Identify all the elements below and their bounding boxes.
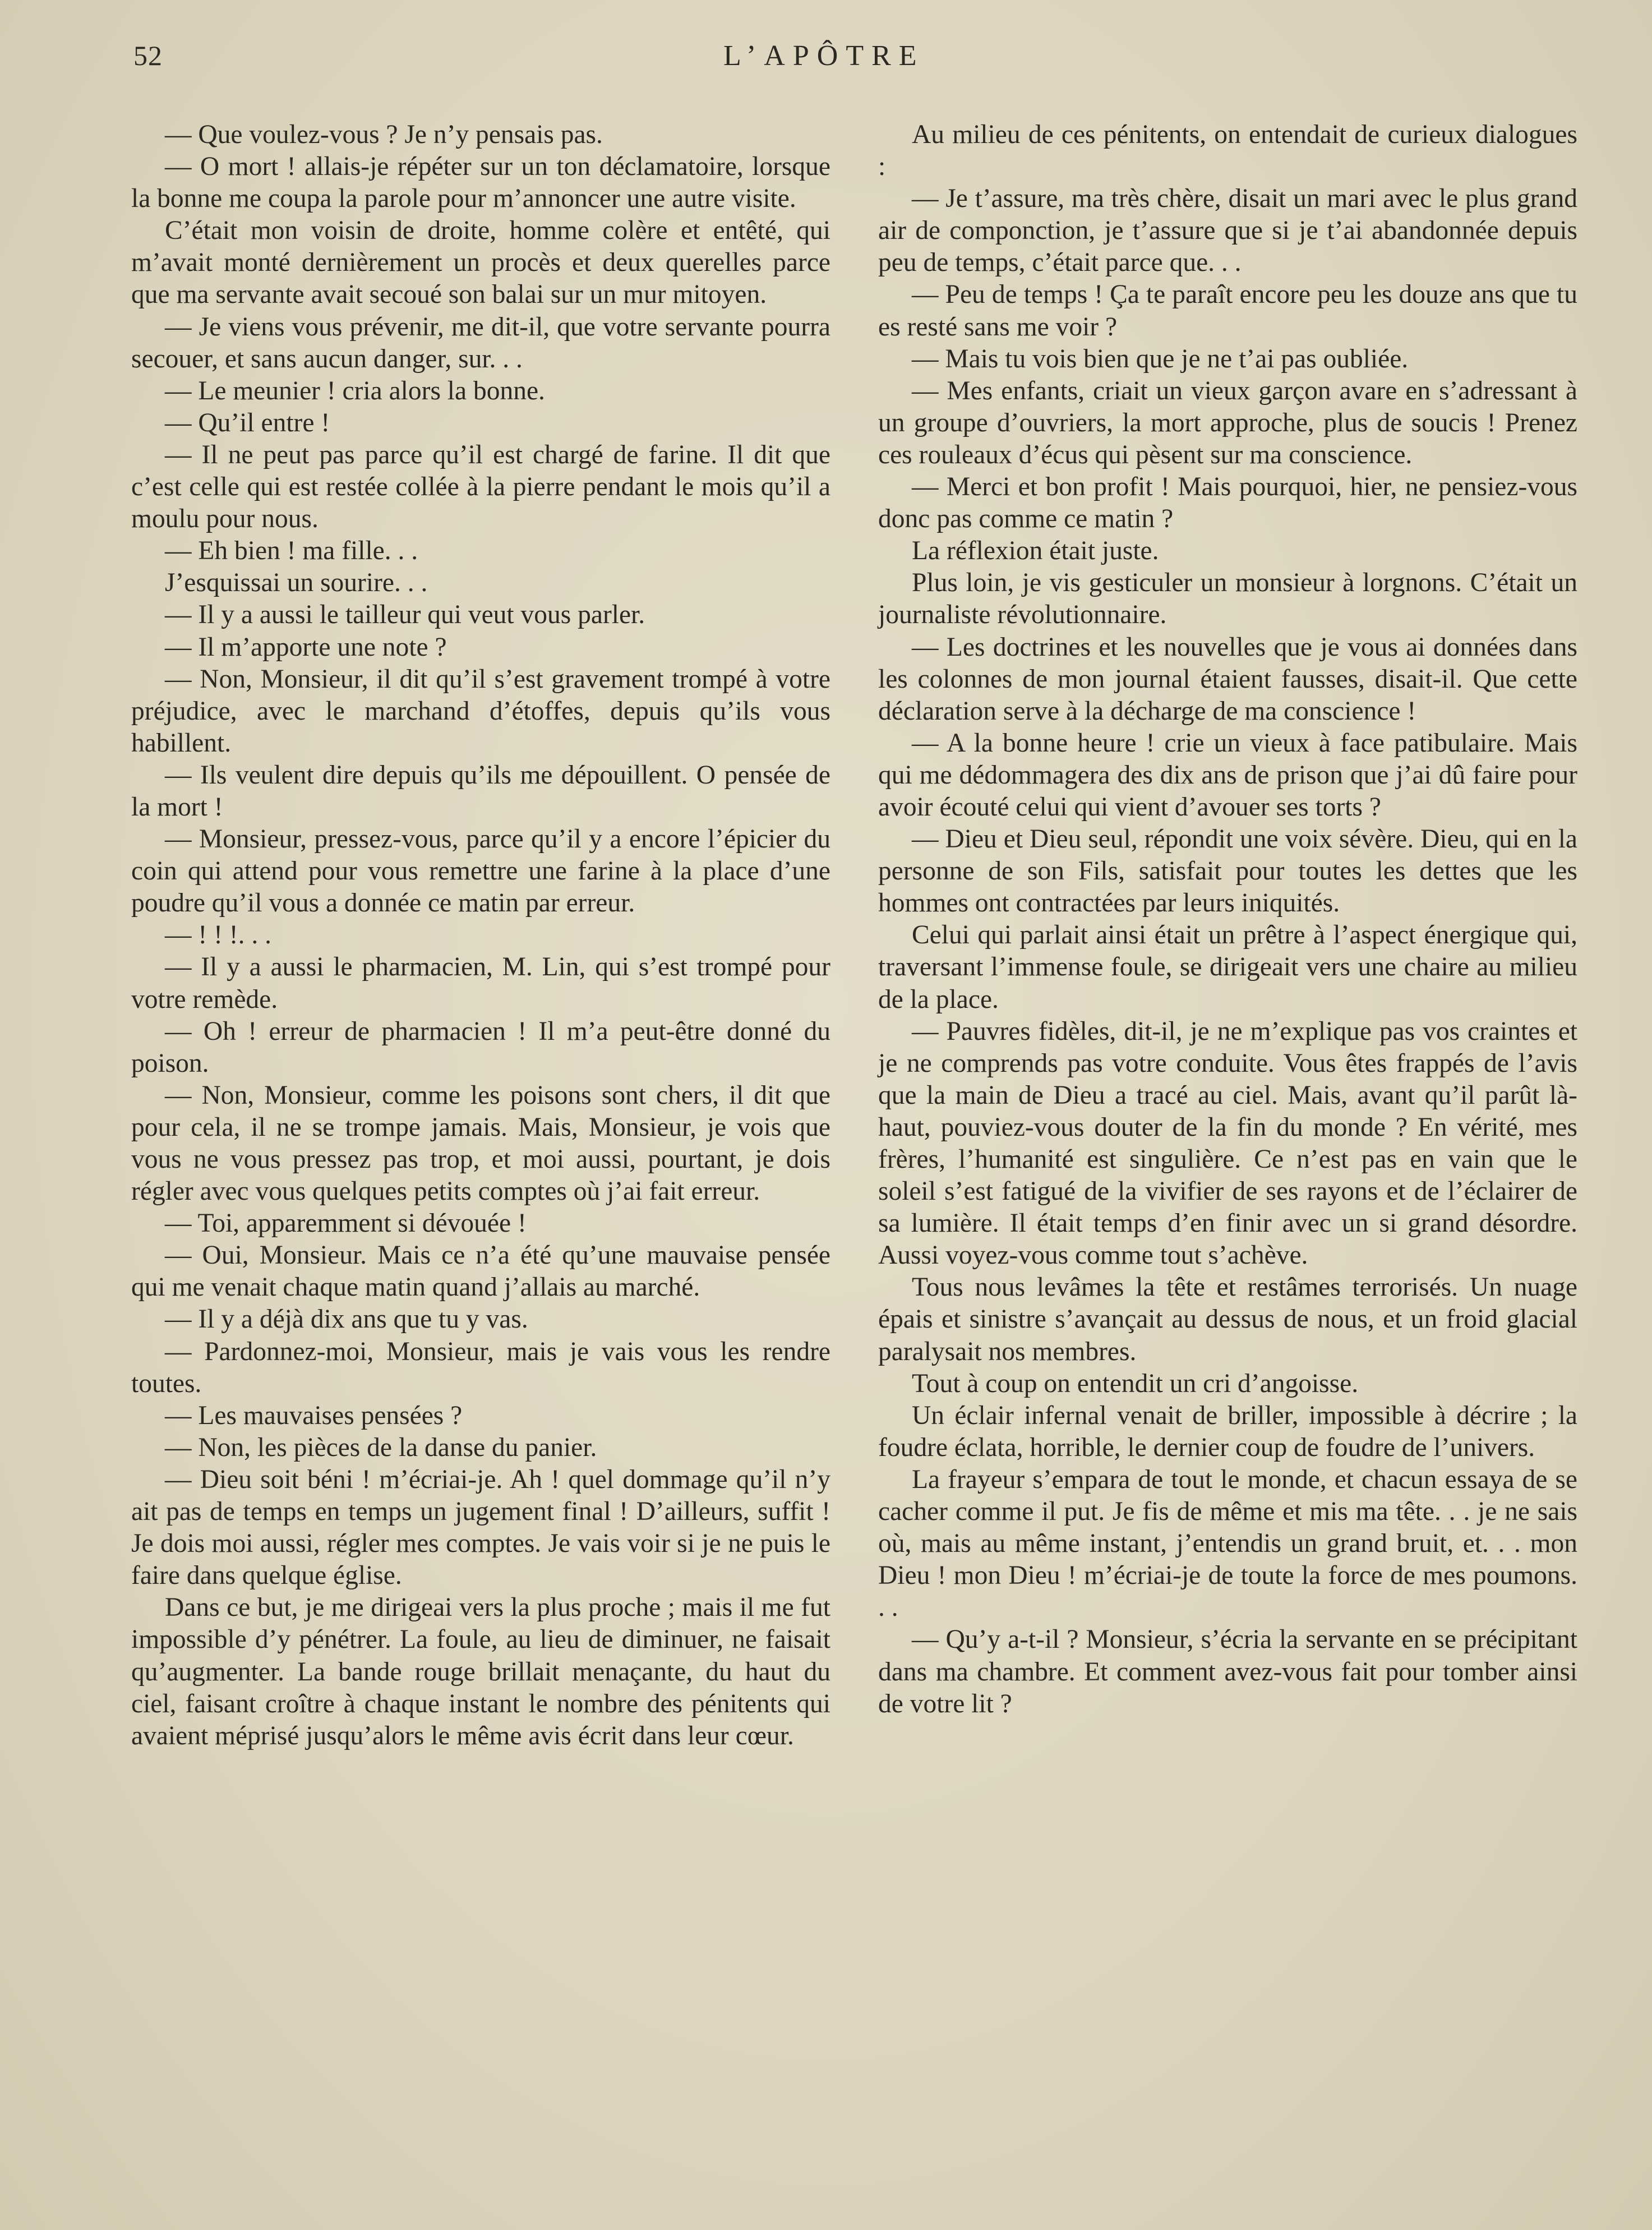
- paragraph: — Qu’y a-t-il ? Monsieur, s’écria la servante en se précipitant dans ma chambre. Et comment avez-vous fait pour tomber ainsi de votre lit ?: [878, 1625, 1577, 1718]
- paragraph: — Pauvres fidèles, dit-il, je ne m’explique pas vos craintes et je ne comprends pas votre conduite. Vous êtes frappés de l’avis que la main de Dieu a tracé au ciel. Mais, avant qu’il parût là-haut, pouviez-vous douter de la fin du monde ? En vérité, mes frères, l’humanité est singulière. Ce n’est pas en vain que le soleil s’est fatigué de la vivifier de ses rayons et de l’éclairer de sa lumière. Il était temps d’en finir avec un si grand désordre. Aussi voyez-vous comme tout s’achève.: [878, 1016, 1577, 1270]
- paragraph: — Il y a aussi le pharmacien, M. Lin, qui s’est trompé pour votre remède.: [131, 952, 830, 1014]
- paragraph: C’était mon voisin de droite, homme colère et entêté, qui m’avait monté dernièrement un procès et deux querelles parce que ma servante avait secoué son balai sur un mur mitoyen.: [131, 216, 830, 310]
- paragraph: — Non, Monsieur, comme les poisons sont chers, il dit que pour cela, il ne se trompe jamais. Mais, Monsieur, je vois que vous ne vous pressez pas trop, et moi aussi, pourtant, je dois régler avec vous quelques petits comptes où j’ai fait erreur.: [131, 1080, 830, 1206]
- paragraph: — Qu’il entre !: [165, 408, 330, 437]
- paragraph: — Oui, Monsieur. Mais ce n’a été qu’une mauvaise pensée qui me venait chaque matin quand j’allais au marché.: [131, 1241, 830, 1302]
- paragraph: Dans ce but, je me dirigeai vers la plus proche ; mais il me fut impossible d’y pénétrer. La foule, au lieu de diminuer, ne faisait qu’augmenter. La bande rouge brillait menaçante, du haut du ciel, faisant croître à chaque instant le nombre des pénitents qui avaient méprisé jusqu’alors le même avis écrit dans leur cœur.: [131, 1593, 830, 1750]
- paragraph: — Non, les pièces de la danse du panier.: [165, 1432, 597, 1462]
- left-text-column: [131, 119, 830, 1752]
- paragraph: Au milieu de ces pénitents, on entendait de curieux dialogues :: [878, 120, 1577, 182]
- paragraph: — Je viens vous prévenir, me dit-il, que votre servante pourra secouer, et sans aucun danger, sur. . .: [131, 312, 830, 374]
- paragraph: — Dieu et Dieu seul, répondit une voix sévère. Dieu, qui en la personne de son Fils, satisfait pour toutes les dettes que les hommes ont contractées par leurs iniquités.: [878, 824, 1577, 918]
- paragraph: — Oh ! erreur de pharmacien ! Il m’a peut-être donné du poison.: [131, 1016, 830, 1078]
- paragraph: La frayeur s’empara de tout le monde, et chacun essaya de se cacher comme il put. Je fis de même et mis ma tête. . . je ne sais où, mais au même instant, j’entendis un grand bruit, et. . . mon Dieu ! mon Dieu ! m’écriai-je de toute la force de mes poumons. . .: [878, 1464, 1577, 1623]
- paragraph: — Ils veulent dire depuis qu’ils me dépouillent. O pensée de la mort !: [131, 760, 830, 822]
- paragraph: — Peu de temps ! Ça te paraît encore peu les douze ans que tu es resté sans me voir ?: [878, 280, 1577, 342]
- paragraph: — Que voulez-vous ? Je n’y pensais pas.: [165, 120, 603, 149]
- paragraph: — Merci et bon profit ! Mais pourquoi, hier, ne pensiez-vous donc pas comme ce matin ?: [878, 472, 1577, 534]
- running-title: L’APÔTRE: [723, 40, 925, 72]
- paragraph: — Mais tu vois bien que je ne t’ai pas oubliée.: [912, 344, 1409, 374]
- paragraph: Celui qui parlait ainsi était un prêtre à l’aspect énergique qui, traversant l’immense foule, se dirigeait vers une chaire au milieu de la place.: [878, 920, 1577, 1014]
- paragraph: La réflexion était juste.: [912, 536, 1159, 566]
- paragraph: J’esquissai un sourire. . .: [165, 568, 428, 598]
- right-text-column: [878, 119, 1577, 1720]
- paragraph: — A la bonne heure ! crie un vieux à face patibulaire. Mais qui me dédommagera des dix ans de prison que j’ai dû faire pour avoir écouté celui qui vient d’avouer ses torts ?: [878, 728, 1577, 822]
- paragraph: Tout à coup on entendit un cri d’angoisse.: [912, 1369, 1359, 1398]
- paragraph: — O mort ! allais-je répéter sur un ton déclamatoire, lorsque la bonne me coupa la parole pour m’annoncer une autre visite.: [131, 152, 830, 214]
- paragraph: Un éclair infernal venait de briller, impossible à décrire ; la foudre éclata, horrible, le dernier coup de foudre de l’univers.: [878, 1400, 1577, 1462]
- paragraph: — Il ne peut pas parce qu’il est chargé de farine. Il dit que c’est celle qui est restée collée à la pierre pendant le mois qu’il a moulu pour nous.: [131, 440, 830, 534]
- paragraph: — Eh bien ! ma fille. . .: [165, 536, 418, 566]
- paragraph: — Les mauvaises pensées ?: [165, 1400, 463, 1430]
- paragraph: Plus loin, je vis gesticuler un monsieur à lorgnons. C’était un journaliste révolutionnaire.: [878, 568, 1577, 630]
- paragraph: — Il m’apporte une note ?: [165, 632, 447, 662]
- paragraph: — Mes enfants, criait un vieux garçon avare en s’adressant à un groupe d’ouvriers, la mort approche, plus de soucis ! Prenez ces rouleaux d’écus qui pèsent sur ma conscience.: [878, 376, 1577, 469]
- paragraph: — Il y a déjà dix ans que tu y vas.: [165, 1305, 528, 1334]
- paragraph: — Non, Monsieur, il dit qu’il s’est gravement trompé à votre préjudice, avec le marchand d’étoffes, depuis qu’ils vous habillent.: [131, 664, 830, 758]
- paragraph: — Toi, apparemment si dévouée !: [165, 1209, 527, 1238]
- page-number: 52: [133, 40, 163, 71]
- paragraph: — Pardonnez-moi, Monsieur, mais je vais vous les rendre toutes.: [131, 1337, 830, 1398]
- paragraph: — Dieu soit béni ! m’écriai-je. Ah ! quel dommage qu’il n’y ait pas de temps en temps un jugement final ! D’ailleurs, suffit ! Je dois moi aussi, régler mes comptes. Je vais voir si je ne puis le faire dans quelque église.: [131, 1464, 830, 1591]
- paragraph: — Le meunier ! cria alors la bonne.: [165, 376, 545, 406]
- paragraph: — Les doctrines et les nouvelles que je vous ai données dans les colonnes de mon journal étaient fausses, disait-il. Que cette déclaration serve à la décharge de ma conscience !: [878, 632, 1577, 726]
- paragraph: — Il y a aussi le tailleur qui veut vous parler.: [165, 600, 645, 630]
- paragraph: Tous nous levâmes la tête et restâmes terrorisés. Un nuage épais et sinistre s’avançait au dessus de nous, et un froid glacial paralysait nos membres.: [878, 1273, 1577, 1366]
- paragraph: — Je t’assure, ma très chère, disait un mari avec le plus grand air de componction, je t’assure que si je t’ai abandonnée depuis peu de temps, c’était parce que. . .: [878, 184, 1577, 278]
- paragraph: — ! ! !. . .: [165, 920, 271, 950]
- paragraph: — Monsieur, pressez-vous, parce qu’il y a encore l’épicier du coin qui attend pour vous remettre une farine à la place d’une poudre qu’il vous a donnée ce matin par erreur.: [131, 824, 830, 918]
- page-header: [133, 39, 1569, 84]
